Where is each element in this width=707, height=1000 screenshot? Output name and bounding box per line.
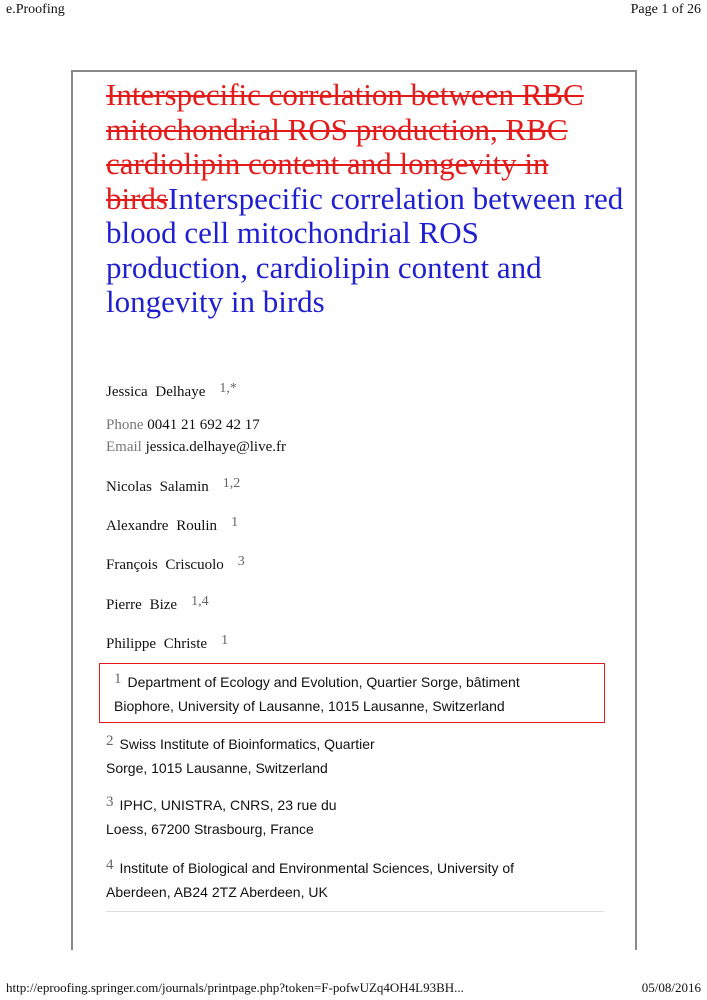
author-affiliation-marker: 1,2 — [222, 476, 241, 491]
affiliation-line: Institute of Biological and Environmental Sciences, University of — [119, 860, 515, 876]
author-3[interactable] — [106, 515, 239, 535]
author-name: Pierre Bize — [106, 597, 178, 613]
affiliation-line: Aberdeen, AB24 2TZ Aberdeen, UK — [106, 884, 328, 900]
author-name: François Criscuolo — [106, 557, 224, 573]
author-affiliation-marker: 1 — [221, 633, 229, 648]
affiliation-number: 2 — [106, 733, 114, 749]
author-name: Nicolas Salamin — [106, 479, 209, 495]
author-affiliation-marker: 1,4 — [191, 594, 209, 609]
article-title — [106, 78, 626, 320]
affiliation-line: Biophore, University of Lausanne, 1015 Lausanne, Switzerland — [114, 698, 505, 714]
email-line — [106, 439, 286, 456]
author-affiliation-marker: 1,* — [219, 381, 237, 396]
affiliation-1[interactable] — [114, 671, 520, 718]
title-deleted-text[interactable]: Interspecific correlation between RBC mitochondrial ROS production, RBC cardiolipin content and longevity in birds — [106, 77, 584, 216]
author-4[interactable] — [106, 554, 245, 574]
section-divider — [106, 911, 604, 912]
affiliation-line: Department of Ecology and Evolution, Quartier Sorge, bâtiment — [127, 674, 520, 690]
phone-label: Phone — [106, 417, 144, 433]
affiliation-2[interactable] — [106, 733, 375, 780]
author-2[interactable] — [106, 476, 241, 496]
email-value[interactable]: jessica.delhaye@live.fr — [145, 439, 286, 455]
affiliation-line: IPHC, UNISTRA, CNRS, 23 rue du — [119, 797, 337, 813]
affiliation-number: 1 — [114, 671, 122, 687]
email-label: Email — [106, 439, 142, 455]
affiliation-4[interactable] — [106, 857, 514, 904]
title-inserted-text[interactable]: Interspecific correlation between red blood cell mitochondrial ROS production, cardiolipin content and longevity in birds — [106, 180, 624, 319]
author-6[interactable] — [106, 633, 229, 653]
affiliation-line: Swiss Institute of Bioinformatics, Quartier — [119, 736, 375, 752]
affiliation-line: Sorge, 1015 Lausanne, Switzerland — [106, 760, 328, 776]
author-name: Alexandre Roulin — [106, 518, 218, 534]
author-name: Philippe Christe — [106, 636, 208, 652]
phone-value: 0041 21 692 42 17 — [147, 417, 260, 433]
affiliation-number: 4 — [106, 857, 114, 873]
print-date: 05/08/2016 — [641, 980, 701, 995]
phone-line — [106, 417, 260, 434]
author-5[interactable] — [106, 594, 209, 614]
author-affiliation-marker: 1 — [231, 515, 239, 530]
page-indicator: Page 1 of 26 — [630, 2, 701, 17]
affiliation-3[interactable] — [106, 794, 337, 841]
author-affiliation-marker: 3 — [237, 554, 245, 569]
author-name: Jessica Delhaye — [106, 384, 206, 400]
page-url: http://eproofing.springer.com/journals/printpage.php?token=F-pofwUZq4OH4L93BH... — [6, 980, 464, 995]
affiliation-line: Loess, 67200 Strasbourg, France — [106, 821, 314, 837]
author-1[interactable] — [106, 381, 237, 401]
app-name: e.Proofing — [6, 2, 65, 17]
affiliation-number: 3 — [106, 794, 114, 810]
